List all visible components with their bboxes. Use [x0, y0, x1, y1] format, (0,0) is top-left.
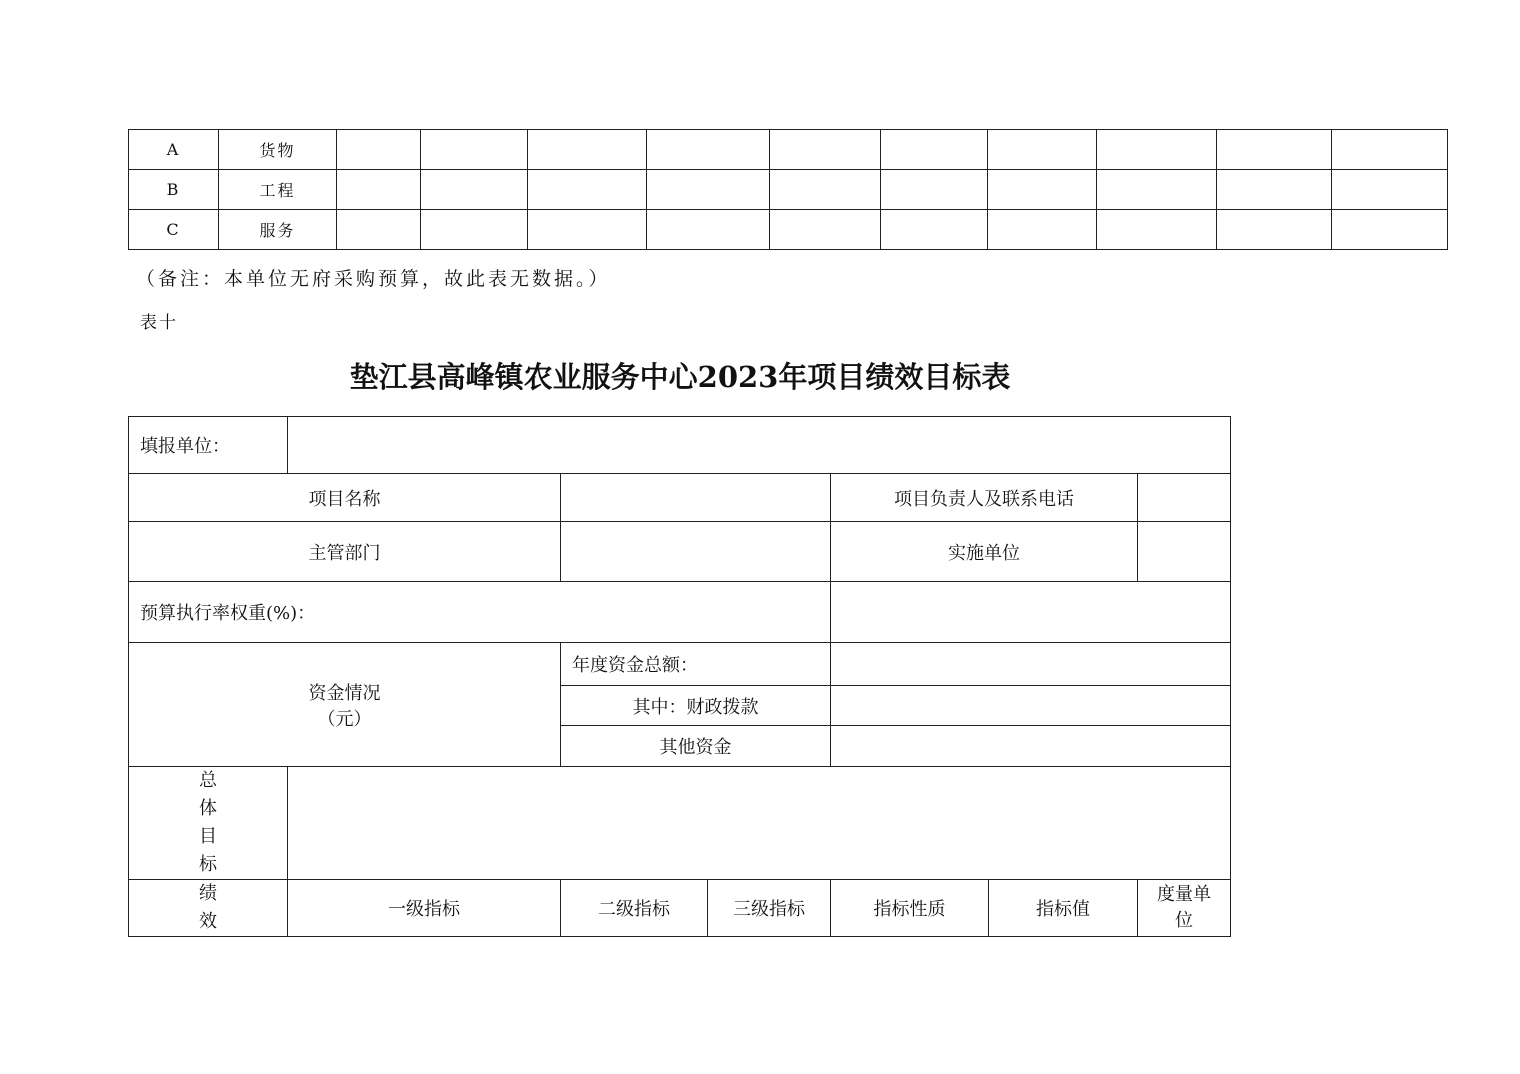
empty-cell [881, 210, 988, 250]
empty-cell [528, 170, 647, 210]
level3-indicator-header: 三级指标 [708, 880, 831, 937]
project-leader-label: 项目负责人及联系电话 [831, 474, 1138, 522]
empty-cell [647, 210, 770, 250]
level2-indicator-header: 二级指标 [561, 880, 708, 937]
funding-unit: （元） [317, 708, 372, 730]
overall-goal-char: 总 [199, 770, 217, 791]
row-name: 工程 [219, 170, 337, 210]
empty-cell [770, 170, 881, 210]
annual-total-field[interactable] [831, 643, 1231, 686]
project-name-field[interactable] [561, 474, 831, 522]
empty-cell [988, 130, 1097, 170]
empty-cell [421, 130, 528, 170]
supervising-dept-field[interactable] [561, 522, 831, 582]
empty-cell [1217, 210, 1332, 250]
performance-label [129, 880, 288, 937]
procurement-table [128, 129, 1448, 250]
empty-cell [770, 210, 881, 250]
row-code: C [129, 210, 219, 250]
table-row [129, 170, 1448, 210]
measure-unit-line: 度量单 [1157, 884, 1212, 905]
empty-cell [1332, 130, 1448, 170]
table-number: 表十 [140, 313, 178, 333]
row-name: 货物 [219, 130, 337, 170]
measure-unit-line: 位 [1175, 910, 1194, 931]
empty-cell [1217, 170, 1332, 210]
budget-weight-field[interactable] [831, 582, 1231, 643]
implementing-unit-field[interactable] [1138, 522, 1231, 582]
row-name: 服务 [219, 210, 337, 250]
empty-cell [770, 130, 881, 170]
overall-goal-char: 标 [199, 854, 217, 875]
row-code: A [129, 130, 219, 170]
performance-goal-table [128, 416, 1231, 937]
table-row [129, 210, 1448, 250]
other-funds-label: 其他资金 [561, 726, 831, 767]
empty-cell [528, 210, 647, 250]
empty-cell [988, 170, 1097, 210]
empty-cell [1097, 170, 1217, 210]
other-funds-field[interactable] [831, 726, 1231, 767]
empty-cell [337, 210, 421, 250]
empty-cell [1332, 170, 1448, 210]
reporting-unit-label: 填报单位： [129, 417, 288, 474]
overall-goal-char: 目 [199, 826, 217, 847]
empty-cell [421, 210, 528, 250]
table-note: （备注：本单位无府采购预算，故此表无数据。） [136, 268, 611, 290]
row-code: B [129, 170, 219, 210]
empty-cell [1332, 210, 1448, 250]
funding-label-cell [129, 643, 561, 767]
empty-cell [881, 170, 988, 210]
reporting-unit-field[interactable] [288, 417, 1231, 474]
empty-cell [647, 170, 770, 210]
empty-cell [881, 130, 988, 170]
budget-weight-label: 预算执行率权重(%)： [129, 582, 831, 643]
measure-unit-header [1138, 880, 1231, 937]
funding-label: 资金情况 [308, 682, 381, 704]
project-leader-field[interactable] [1138, 474, 1231, 522]
empty-cell [337, 170, 421, 210]
empty-cell [1097, 130, 1217, 170]
empty-cell [337, 130, 421, 170]
level1-indicator-header: 一级指标 [288, 880, 561, 937]
fiscal-field[interactable] [831, 686, 1231, 726]
implementing-unit-label: 实施单位 [831, 522, 1138, 582]
table-row [129, 130, 1448, 170]
empty-cell [421, 170, 528, 210]
fiscal-label: 其中：财政拨款 [561, 686, 831, 726]
annual-total-label: 年度资金总额： [561, 643, 831, 686]
project-name-label: 项目名称 [129, 474, 561, 522]
overall-goal-field[interactable] [288, 767, 1231, 880]
performance-char: 效 [199, 911, 217, 932]
empty-cell [1097, 210, 1217, 250]
empty-cell [988, 210, 1097, 250]
indicator-nature-header: 指标性质 [831, 880, 989, 937]
empty-cell [528, 130, 647, 170]
indicator-value-header: 指标值 [989, 880, 1138, 937]
page-title: 垫江县高峰镇农业服务中心2023年项目绩效目标表 [349, 360, 1011, 394]
supervising-dept-label: 主管部门 [129, 522, 561, 582]
overall-goal-char: 体 [199, 798, 217, 819]
empty-cell [1217, 130, 1332, 170]
empty-cell [647, 130, 770, 170]
performance-char: 绩 [199, 883, 217, 904]
overall-goal-label [129, 767, 288, 880]
